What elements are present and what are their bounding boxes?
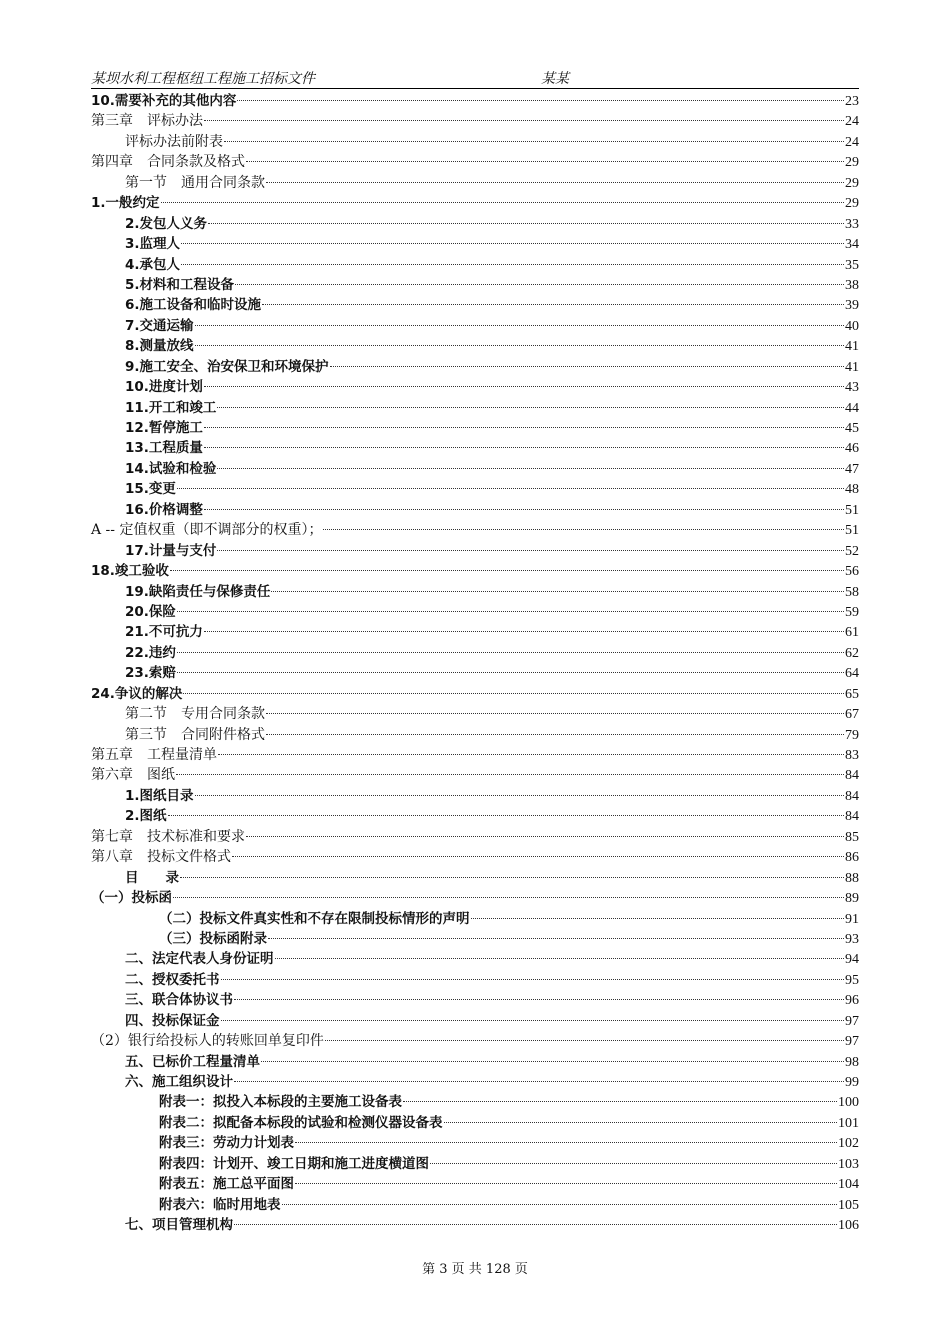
toc-entry-title: 附表四：计划开、竣工日期和施工进度横道图 xyxy=(159,1155,429,1172)
toc-entry[interactable] xyxy=(91,1154,859,1174)
toc-leader-dots xyxy=(221,979,845,980)
toc-leader-dots xyxy=(268,938,844,939)
toc-entry-page-number: 86 xyxy=(845,850,859,866)
toc-entry[interactable] xyxy=(91,193,859,213)
toc-entry[interactable] xyxy=(91,949,859,969)
toc-leader-dots xyxy=(204,447,844,448)
toc-leader-dots xyxy=(430,1163,837,1164)
toc-entry-page-number: 89 xyxy=(845,891,859,907)
toc-entry-title: 17.计量与支付 xyxy=(125,542,217,559)
toc-entry-page-number: 51 xyxy=(845,502,859,518)
toc-entry[interactable] xyxy=(91,1195,859,1215)
toc-leader-dots xyxy=(217,468,844,469)
toc-entry-page-number: 95 xyxy=(845,972,859,988)
toc-entry[interactable] xyxy=(91,990,859,1010)
toc-entry[interactable] xyxy=(91,1113,859,1133)
toc-entry-title: 20.保险 xyxy=(125,603,176,620)
toc-entry-title: 四、投标保证金 xyxy=(125,1012,220,1029)
toc-leader-dots xyxy=(325,1040,844,1041)
toc-leader-dots xyxy=(173,897,844,898)
toc-entry[interactable] xyxy=(91,745,859,765)
toc-entry-title: 2.图纸 xyxy=(125,808,167,825)
toc-entry-title: 评标办法前附表 xyxy=(125,133,223,150)
toc-leader-dots xyxy=(177,611,844,612)
toc-entry-page-number: 40 xyxy=(845,318,859,334)
toc-leader-dots xyxy=(237,100,844,101)
toc-entry-page-number: 61 xyxy=(845,625,859,641)
toc-entry-page-number: 44 xyxy=(845,400,859,416)
toc-entry-page-number: 24 xyxy=(845,134,859,150)
toc-entry-title: 第八章 投标文件格式 xyxy=(91,849,231,866)
toc-leader-dots xyxy=(221,1020,845,1021)
toc-entry[interactable] xyxy=(91,377,859,397)
toc-entry[interactable] xyxy=(91,295,859,315)
toc-entry-title: 附表三：劳动力计划表 xyxy=(159,1135,294,1152)
toc-entry-page-number: 65 xyxy=(845,686,859,702)
toc-entry-page-number: 105 xyxy=(838,1197,859,1213)
toc-entry[interactable] xyxy=(91,111,859,131)
toc-entry-title: 五、已标价工程量清单 xyxy=(125,1053,260,1070)
toc-entry-title: （2）银行给投标人的转账回单复印件 xyxy=(91,1033,324,1050)
toc-leader-dots xyxy=(234,1224,837,1225)
toc-entry-page-number: 48 xyxy=(845,482,859,498)
header-title: 某坝水利工程枢纽工程施工招标文件 xyxy=(91,71,315,87)
toc-entry-title: 11.开工和竣工 xyxy=(125,399,217,416)
toc-entry-page-number: 83 xyxy=(845,748,859,763)
toc-entry[interactable] xyxy=(91,602,859,622)
toc-entry-page-number: 93 xyxy=(845,931,859,947)
toc-leader-dots xyxy=(168,815,844,816)
toc-entry[interactable] xyxy=(91,1133,859,1153)
toc-entry[interactable] xyxy=(91,827,859,847)
toc-entry[interactable] xyxy=(91,336,859,356)
toc-leader-dots xyxy=(232,856,844,857)
toc-entry-page-number: 43 xyxy=(845,380,859,396)
toc-entry-page-number: 59 xyxy=(845,604,859,620)
toc-entry-title: 七、项目管理机构 xyxy=(125,1217,233,1234)
toc-entry-title: 22.违约 xyxy=(125,644,176,661)
toc-entry[interactable] xyxy=(91,929,859,949)
toc-entry-title: A -- 定值权重（即不调部分的权重）； xyxy=(91,522,323,539)
toc-entry-page-number: 29 xyxy=(845,155,859,171)
table-of-contents xyxy=(91,91,859,1236)
toc-entry-title: 24.争议的解决 xyxy=(91,685,183,702)
toc-leader-dots xyxy=(235,284,844,285)
toc-leader-dots xyxy=(181,264,844,265)
toc-leader-dots xyxy=(208,223,844,224)
toc-leader-dots xyxy=(471,918,845,919)
toc-entry-page-number: 99 xyxy=(845,1075,859,1090)
toc-entry-title: 3.监理人 xyxy=(125,236,181,253)
toc-entry-page-number: 41 xyxy=(845,359,859,375)
toc-leader-dots xyxy=(282,1204,838,1205)
toc-entry-title: 第三章 评标办法 xyxy=(91,113,203,130)
toc-leader-dots xyxy=(271,591,844,592)
toc-entry-title: 第五章 工程量清单 xyxy=(91,747,217,763)
toc-entry[interactable] xyxy=(91,765,859,785)
toc-entry-title: 附表五：施工总平面图 xyxy=(159,1176,294,1193)
toc-entry[interactable] xyxy=(91,214,859,234)
toc-entry-page-number: 35 xyxy=(845,257,859,273)
toc-entry-title: 9.施工安全、治安保卫和环境保护 xyxy=(125,358,329,375)
toc-entry[interactable] xyxy=(91,806,859,826)
toc-leader-dots xyxy=(224,141,844,142)
toc-entry[interactable] xyxy=(91,1215,859,1235)
toc-entry-title: 二、授权委托书 xyxy=(125,971,220,988)
toc-leader-dots xyxy=(266,713,844,714)
toc-entry[interactable] xyxy=(91,520,859,540)
toc-entry[interactable] xyxy=(91,173,859,193)
toc-entry-page-number: 100 xyxy=(838,1095,859,1111)
toc-entry-page-number: 62 xyxy=(845,645,859,661)
toc-entry-page-number: 84 xyxy=(845,768,859,784)
toc-entry-page-number: 34 xyxy=(845,237,859,253)
toc-entry-page-number: 47 xyxy=(845,461,859,477)
toc-leader-dots xyxy=(204,386,844,387)
toc-entry-title: 10.进度计划 xyxy=(125,379,203,396)
toc-entry-title: 23.索赔 xyxy=(125,665,176,682)
toc-entry[interactable] xyxy=(91,888,859,908)
toc-leader-dots xyxy=(330,366,844,367)
toc-entry-title: 14.试验和检验 xyxy=(125,460,217,477)
toc-entry-title: 16.价格调整 xyxy=(125,501,203,518)
toc-entry-title: 第二节 专用合同条款 xyxy=(125,706,265,723)
toc-leader-dots xyxy=(234,999,844,1000)
toc-entry[interactable] xyxy=(91,357,859,377)
toc-entry[interactable] xyxy=(91,725,859,745)
toc-entry-title: 附表一：拟投入本标段的主要施工设备表 xyxy=(159,1094,402,1111)
toc-entry[interactable] xyxy=(91,255,859,275)
toc-entry[interactable] xyxy=(91,1072,859,1092)
toc-entry[interactable] xyxy=(91,561,859,581)
toc-entry-page-number: 23 xyxy=(845,94,859,109)
toc-entry-page-number: 24 xyxy=(845,114,859,130)
toc-entry[interactable] xyxy=(91,91,859,111)
page-footer: 第 3 页 共 128 页 xyxy=(422,1262,528,1277)
header-author: 某某 xyxy=(541,71,569,87)
toc-leader-dots xyxy=(183,693,844,694)
toc-leader-dots xyxy=(195,795,844,796)
toc-entry[interactable] xyxy=(91,1174,859,1194)
toc-entry[interactable] xyxy=(91,847,859,867)
toc-entry[interactable] xyxy=(91,909,859,929)
toc-leader-dots xyxy=(195,325,844,326)
toc-leader-dots xyxy=(170,570,844,571)
toc-leader-dots xyxy=(177,672,844,673)
toc-entry-page-number: 97 xyxy=(845,1013,859,1029)
toc-entry-title: 1.一般约定 xyxy=(91,195,160,212)
toc-entry-page-number: 101 xyxy=(838,1115,859,1131)
toc-entry-page-number: 38 xyxy=(845,277,859,293)
toc-entry-title: 第六章 图纸 xyxy=(91,767,175,784)
toc-leader-dots xyxy=(204,509,844,510)
toc-leader-dots xyxy=(295,1183,837,1184)
toc-entry-page-number: 106 xyxy=(838,1218,859,1234)
toc-entry[interactable] xyxy=(91,970,859,990)
toc-entry-title: 6.施工设备和临时设施 xyxy=(125,297,262,314)
toc-entry-page-number: 88 xyxy=(845,870,859,886)
toc-leader-dots xyxy=(444,1122,838,1123)
toc-entry-page-number: 85 xyxy=(845,829,859,845)
toc-entry-title: 第四章 合同条款及格式 xyxy=(91,154,245,171)
toc-entry[interactable] xyxy=(91,582,859,602)
toc-leader-dots xyxy=(161,202,844,203)
toc-entry[interactable] xyxy=(91,438,859,458)
toc-entry-page-number: 98 xyxy=(845,1054,859,1070)
toc-entry[interactable] xyxy=(91,1052,859,1072)
toc-entry[interactable] xyxy=(91,500,859,520)
toc-leader-dots xyxy=(204,631,844,632)
toc-entry-title: （一）投标函 xyxy=(91,890,172,907)
toc-entry-page-number: 79 xyxy=(845,727,859,743)
toc-entry[interactable] xyxy=(91,622,859,642)
toc-entry[interactable] xyxy=(91,541,859,561)
toc-entry-page-number: 102 xyxy=(838,1136,859,1152)
toc-entry[interactable] xyxy=(91,479,859,499)
toc-entry-page-number: 29 xyxy=(845,175,859,191)
toc-entry[interactable] xyxy=(91,868,859,888)
toc-leader-dots xyxy=(403,1101,837,1102)
toc-entry-page-number: 58 xyxy=(845,584,859,600)
toc-leader-dots xyxy=(246,161,844,162)
toc-entry-page-number: 33 xyxy=(845,216,859,232)
toc-leader-dots xyxy=(234,1081,844,1082)
toc-entry[interactable] xyxy=(91,1031,859,1051)
toc-entry[interactable] xyxy=(91,398,859,418)
toc-entry-page-number: 84 xyxy=(845,788,859,804)
toc-entry-title: 三、联合体协议书 xyxy=(125,992,233,1009)
toc-entry-title: 二、法定代表人身份证明 xyxy=(125,951,274,968)
toc-entry-title: 第三节 合同附件格式 xyxy=(125,726,265,743)
toc-entry[interactable] xyxy=(91,663,859,683)
toc-entry[interactable] xyxy=(91,1092,859,1112)
toc-entry-title: 19.缺陷责任与保修责任 xyxy=(125,583,271,600)
toc-leader-dots xyxy=(177,488,844,489)
toc-entry[interactable] xyxy=(91,275,859,295)
page-header xyxy=(91,66,859,89)
toc-entry-page-number: 97 xyxy=(845,1034,859,1050)
toc-leader-dots xyxy=(176,774,844,775)
toc-entry-page-number: 56 xyxy=(845,564,859,580)
toc-entry-title: 7.交通运输 xyxy=(125,317,194,334)
toc-entry-page-number: 84 xyxy=(845,809,859,825)
toc-leader-dots xyxy=(218,754,844,755)
toc-leader-dots xyxy=(323,529,844,530)
toc-entry[interactable] xyxy=(91,234,859,254)
toc-entry-page-number: 103 xyxy=(838,1156,859,1172)
toc-entry-title: 第一节 通用合同条款 xyxy=(125,174,265,191)
toc-entry-page-number: 46 xyxy=(845,441,859,457)
toc-entry-title: 六、施工组织设计 xyxy=(125,1074,233,1090)
toc-entry-title: 12.暂停施工 xyxy=(125,420,203,436)
toc-leader-dots xyxy=(261,1061,844,1062)
toc-entry-page-number: 39 xyxy=(845,298,859,314)
toc-entry-title: （二）投标文件真实性和不存在限制投标情形的声明 xyxy=(159,910,470,927)
toc-entry-page-number: 41 xyxy=(845,339,859,355)
toc-entry[interactable] xyxy=(91,786,859,806)
toc-leader-dots xyxy=(217,550,844,551)
toc-entry-title: 8.测量放线 xyxy=(125,338,194,355)
toc-entry-title: 13.工程质量 xyxy=(125,440,203,457)
toc-entry[interactable] xyxy=(91,1011,859,1031)
toc-entry-page-number: 64 xyxy=(845,666,859,682)
toc-entry[interactable] xyxy=(91,418,859,438)
toc-leader-dots xyxy=(177,652,844,653)
toc-entry-page-number: 52 xyxy=(845,543,859,559)
toc-leader-dots xyxy=(204,120,844,121)
toc-entry-title: 附表六：临时用地表 xyxy=(159,1196,281,1213)
toc-entry-title: 15.变更 xyxy=(125,481,176,498)
toc-entry-title: 5.材料和工程设备 xyxy=(125,276,235,293)
toc-entry-title: 18.竣工验收 xyxy=(91,563,169,580)
toc-entry-title: 21.不可抗力 xyxy=(125,624,203,641)
toc-entry[interactable] xyxy=(91,684,859,704)
toc-entry-page-number: 67 xyxy=(845,707,859,723)
toc-entry-title: 1.图纸目录 xyxy=(125,787,194,804)
toc-entry-title: 第七章 技术标准和要求 xyxy=(91,828,245,845)
toc-leader-dots xyxy=(266,182,844,183)
toc-entry[interactable] xyxy=(91,704,859,724)
toc-entry-title: 4.承包人 xyxy=(125,256,181,273)
toc-entry-title: （三）投标函附录 xyxy=(159,930,267,947)
toc-entry-page-number: 96 xyxy=(845,993,859,1009)
toc-entry[interactable] xyxy=(91,643,859,663)
toc-entry[interactable] xyxy=(91,152,859,172)
toc-leader-dots xyxy=(275,958,845,959)
toc-entry-page-number: 104 xyxy=(838,1177,859,1193)
toc-leader-dots xyxy=(295,1142,837,1143)
toc-entry-title: 目 录 xyxy=(125,869,179,886)
toc-entry-page-number: 51 xyxy=(845,523,859,539)
toc-entry-title: 10.需要补充的其他内容 xyxy=(91,93,237,109)
toc-leader-dots xyxy=(204,427,844,428)
toc-entry-title: 2.发包人义务 xyxy=(125,215,208,232)
toc-entry[interactable] xyxy=(91,459,859,479)
toc-leader-dots xyxy=(246,836,844,837)
toc-leader-dots xyxy=(180,877,844,878)
toc-entry[interactable] xyxy=(91,316,859,336)
toc-leader-dots xyxy=(195,345,844,346)
toc-leader-dots xyxy=(217,407,844,408)
toc-leader-dots xyxy=(266,734,844,735)
toc-entry-title: 附表二：拟配备本标段的试验和检测仪器设备表 xyxy=(159,1114,443,1131)
toc-entry-page-number: 29 xyxy=(845,196,859,212)
toc-leader-dots xyxy=(262,304,844,305)
toc-leader-dots xyxy=(181,243,844,244)
toc-entry-page-number: 45 xyxy=(845,421,859,436)
toc-entry-page-number: 94 xyxy=(845,952,859,968)
toc-entry[interactable] xyxy=(91,132,859,152)
toc-entry-page-number: 91 xyxy=(845,911,859,927)
